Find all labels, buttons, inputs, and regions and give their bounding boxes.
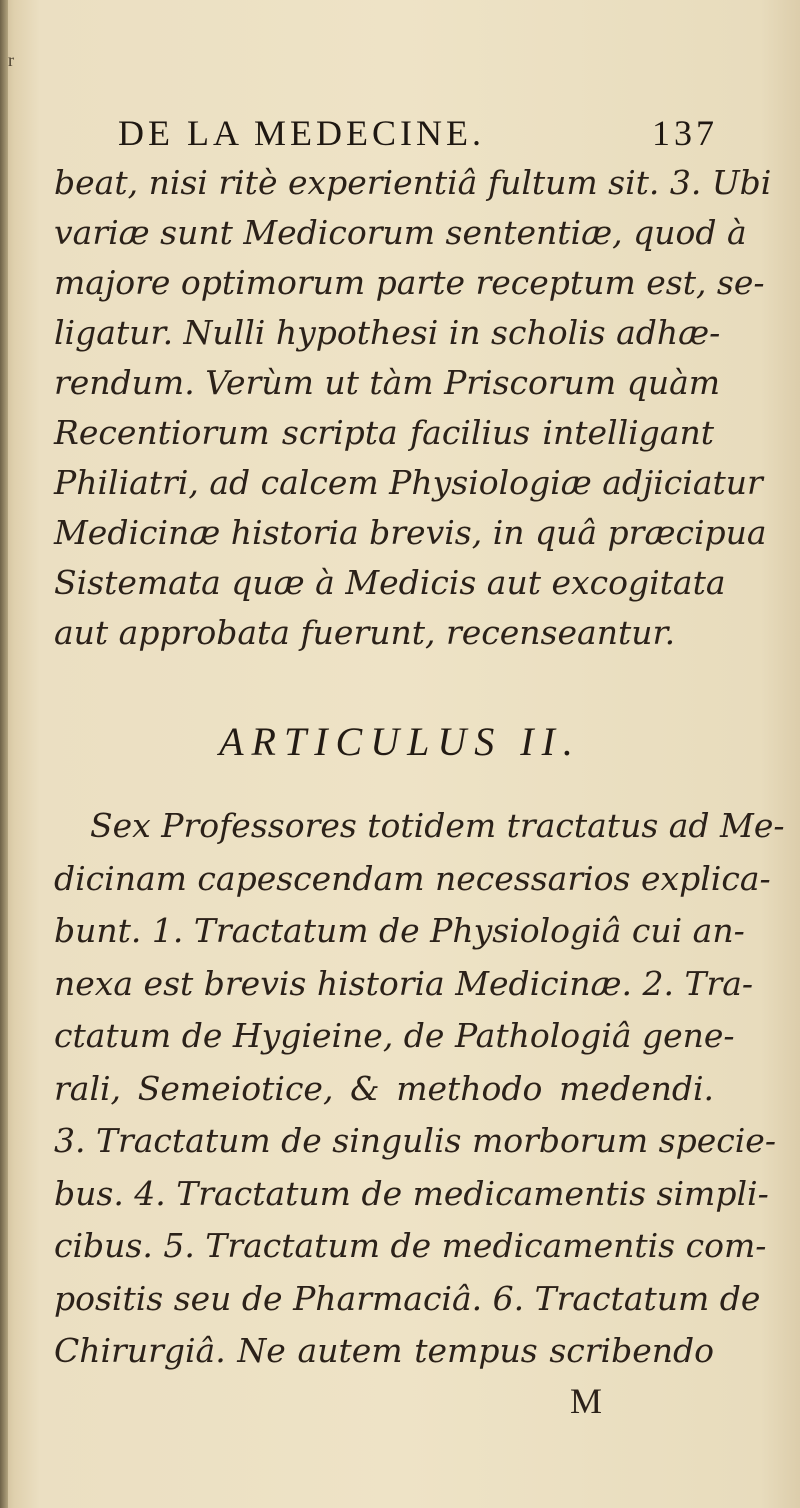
text-line: ligatur. Nulli hypothesi in scholis adhæ-: [54, 313, 721, 352]
text-line: bus. 4. Tractatum de medicamentis simpli-: [54, 1173, 769, 1213]
text-line: Chirurgiâ. Ne autem tempus scribendo: [54, 1331, 714, 1370]
text-line: Sistemata quæ à Medicis aut excogitata: [54, 563, 726, 602]
signature-mark: M: [570, 1381, 603, 1421]
text-line: positis seu de Pharmaciâ. 6. Tractatum de: [54, 1278, 761, 1318]
text-line: bunt. 1. Tractatum de Physiologiâ cui an-: [54, 911, 745, 950]
page-number: 137: [652, 113, 718, 153]
page-header: [118, 112, 718, 162]
text-line: dicinam capescendam necessarios explica-: [54, 858, 771, 898]
text-line: majore optimorum parte receptum est, se-: [54, 263, 765, 302]
text-line: aut approbata fuerunt, recenseantur.: [54, 613, 676, 652]
article-heading: ARTICULUS II.: [219, 719, 581, 764]
text-line: Medicinæ historia brevis, in quâ præcipua: [54, 513, 767, 552]
text-line: Recentiorum scripta facilius intelligant: [54, 413, 714, 452]
text-line: rendum. Verùm ut tàm Priscorum quàm: [54, 363, 721, 402]
margin-mark: r: [8, 50, 14, 70]
text-line: rali, Semeiotice, & methodo medendi.: [54, 1068, 714, 1108]
text-line: cibus. 5. Tractatum de medicamentis com-: [54, 1226, 767, 1265]
text-line: variæ sunt Medicorum sententiæ, quod à: [54, 213, 747, 252]
text-line: Philiatri, ad calcem Physiologiæ adjiciatur: [54, 463, 763, 502]
text-line: ctatum de Hygieine, de Pathologiâ gene-: [54, 1016, 735, 1055]
running-title: DE LA MEDECINE.: [118, 113, 485, 153]
text-line: 3. Tractatum de singulis morborum specie-: [54, 1121, 776, 1160]
text-line: Sex Professores totidem tractatus ad Me-: [90, 806, 785, 845]
paragraph-2: [54, 800, 785, 1378]
text-line: nexa est brevis historia Medicinæ. 2. Tra-: [54, 963, 754, 1003]
paragraph-1: [54, 158, 772, 658]
text-line: beat, nisi ritè experientiâ fultum sit. 3. Ubi: [54, 163, 772, 202]
